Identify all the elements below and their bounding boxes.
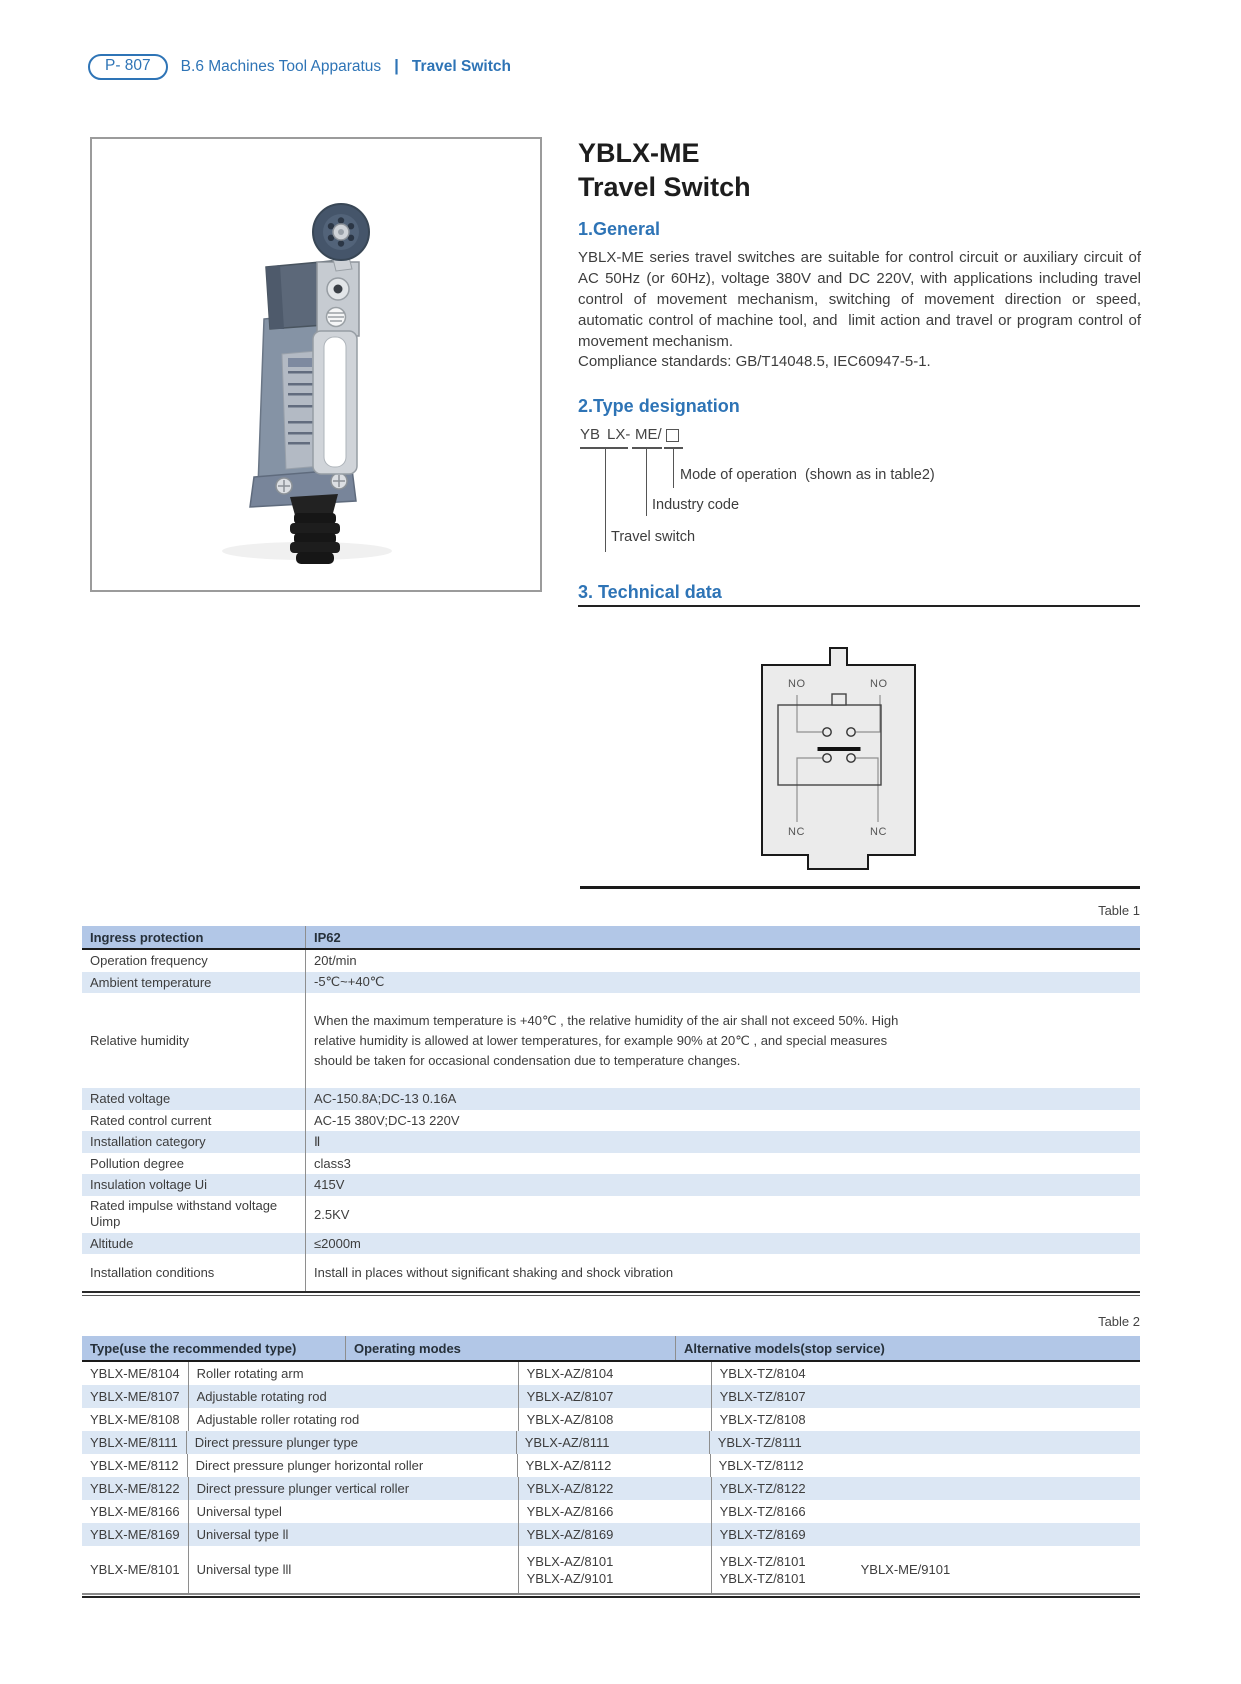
label-industry-code: Industry code — [652, 497, 740, 513]
value-cell: AC-15 380V;DC-13 220V — [305, 1110, 1140, 1132]
param-cell: Installation conditions — [90, 1265, 215, 1280]
az-model-stack — [527, 1553, 614, 1587]
param-text: Rated impulse withstand voltage Uimp — [90, 1198, 278, 1229]
actuator-tab — [832, 694, 846, 705]
mode-cell: Direct pressure plunger horizontal roller — [187, 1454, 517, 1477]
mode-cell: Universal type ll — [188, 1523, 518, 1546]
type-cell: YBLX-ME/8104 — [90, 1366, 180, 1381]
table-bottom-rule — [82, 1291, 1140, 1296]
param-cell: Altitude — [90, 1235, 134, 1251]
tz-cell — [711, 1546, 1140, 1593]
table-bottom-rule — [82, 1593, 1140, 1598]
az-cell — [518, 1546, 711, 1593]
mode-cell: Universal typel — [188, 1500, 518, 1523]
table-row — [82, 1174, 1140, 1196]
table-row — [82, 1088, 1140, 1110]
general-paragraph: YBLX-ME series travel switches are suitable for control circuit or auxiliary circuit of AC 50Hz (or 60Hz), voltage 380V and DC 220V, with applications including travel control of movement mechanism, switching of movement direction or speed, automatic control of machine tool, and limit action and travel or program control of movement mechanism. — [578, 249, 1146, 350]
az-cell: YBLX-AZ/8122 — [518, 1477, 711, 1500]
mode-cell: Direct pressure plunger vertical roller — [188, 1477, 518, 1500]
nc-contact — [847, 754, 855, 762]
product-title: Travel Switch — [578, 172, 751, 202]
value-cell: 20t/min — [305, 950, 1140, 972]
contact-bridge — [818, 747, 861, 751]
code-underline — [580, 447, 628, 449]
table-row — [82, 1431, 1140, 1454]
table-row — [82, 1254, 1140, 1291]
breadcrumb-section: B.6 Machines Tool Apparatus — [180, 58, 382, 75]
az-model-line: YBLX-AZ/9101 — [526, 1570, 614, 1586]
tz-cell: YBLX-TZ/8108 — [711, 1408, 1140, 1431]
param-cell: Pollution degree — [90, 1155, 184, 1171]
type-cell: YBLX-ME/8108 — [90, 1412, 180, 1427]
value-cell: AC-150.8A;DC-13 0.16A — [305, 1088, 1140, 1110]
designation-connector-line — [646, 448, 647, 516]
param-cell: Rated control current — [90, 1112, 212, 1128]
mode-cell: Adjustable rotating rod — [188, 1385, 518, 1408]
terminal-label-nc-left: NC — [788, 826, 805, 838]
value-cell: 415V — [305, 1174, 1140, 1196]
table-row — [82, 1110, 1140, 1132]
label-mode-of-operation: Mode of operation (shown as in table2) — [680, 467, 935, 483]
section-rule — [580, 886, 1140, 889]
az-cell: YBLX-AZ/8107 — [518, 1385, 711, 1408]
mode-cell: Roller rotating arm — [188, 1362, 518, 1385]
page-number-badge: P- 807 — [88, 54, 168, 80]
humidity-note: When the maximum temperature is +40℃ , the relative humidity of the air shall not exceed 50%. High relative humidity is allowed at lower temperatures, for example 90% at 20℃ , and special measures should be taken for occasional condensation due to temperature changes. — [314, 1012, 899, 1068]
tz-cell: YBLX-TZ/8166 — [711, 1500, 1140, 1523]
table-row — [82, 1153, 1140, 1175]
designation-connector-line — [673, 448, 674, 488]
value-cell: Ⅱ — [305, 1131, 1140, 1153]
az-cell: YBLX-AZ/8169 — [518, 1523, 711, 1546]
alternatives-header: Alternative models(stop service) — [675, 1336, 1140, 1360]
no-contact — [823, 728, 831, 736]
compliance-standards: Compliance standards: GB/T14048.5, IEC60947-5-1. — [578, 353, 931, 370]
type-cell: YBLX-ME/8111 — [90, 1435, 178, 1450]
table-row — [82, 1131, 1140, 1153]
param-cell: Insulation voltage Ui — [90, 1177, 208, 1193]
az-cell: YBLX-AZ/8112 — [517, 1454, 710, 1477]
type-cell: YBLX-ME/8101 — [90, 1562, 180, 1577]
model-title: YBLX-ME — [578, 138, 700, 168]
value-cell — [305, 993, 1140, 1088]
tz-cell: YBLX-TZ/8112 — [710, 1454, 1140, 1477]
param-cell: Operation frequency — [90, 953, 208, 969]
label-travel-switch: Travel switch — [611, 529, 696, 545]
designation-connector-line — [605, 448, 606, 552]
type-cell: YBLX-ME/8166 — [90, 1504, 180, 1519]
table-body — [82, 1362, 1140, 1593]
az-cell: YBLX-AZ/8108 — [518, 1408, 711, 1431]
param-cell: Relative humidity — [90, 1033, 189, 1048]
value-cell: -5℃~+40℃ — [305, 972, 1140, 994]
az-model-line: YBLX-AZ/8101 — [526, 1553, 614, 1569]
table-row — [82, 1546, 1140, 1593]
code-segment-me: ME/ — [635, 426, 662, 443]
type-header: Type(use the recommended type) — [90, 1340, 297, 1356]
no-contact — [847, 728, 855, 736]
tz-model-stack — [720, 1553, 806, 1587]
nc-contact — [823, 754, 831, 762]
table1-caption: Table 1 — [1098, 903, 1140, 918]
table-row — [82, 1454, 1140, 1477]
az-cell: YBLX-AZ/8104 — [518, 1362, 711, 1385]
table-row — [82, 1385, 1140, 1408]
contact-circuit-diagram — [755, 645, 925, 873]
mode-cell: Adjustable roller rotating rod — [188, 1408, 518, 1431]
technical-data-table — [82, 926, 1140, 1296]
switch-outline — [762, 648, 915, 869]
az-cell: YBLX-AZ/8166 — [518, 1500, 711, 1523]
table-row — [82, 1408, 1140, 1431]
table-header-row — [82, 926, 1140, 950]
tz-cell: YBLX-TZ/8169 — [711, 1523, 1140, 1546]
breadcrumb-divider: | — [394, 56, 399, 75]
section-heading-general: 1.General — [578, 219, 661, 239]
tz-cell: YBLX-TZ/8104 — [711, 1362, 1140, 1385]
table-row — [82, 1500, 1140, 1523]
param-cell — [82, 1196, 305, 1233]
param-cell: Ambient temperature — [90, 974, 212, 990]
mode-cell: Direct pressure plunger type — [186, 1431, 516, 1454]
table-row — [82, 1523, 1140, 1546]
table-row — [82, 1196, 1140, 1233]
table-row — [82, 950, 1140, 972]
value-cell: Install in places without significant shaking and shock vibration — [305, 1254, 1140, 1291]
extra-model: YBLX-ME/9101 — [860, 1562, 951, 1577]
section-rule — [578, 605, 1140, 607]
code-segment-lx: LX- — [607, 426, 631, 443]
param-header: Ingress protection — [90, 929, 204, 945]
value-cell: class3 — [305, 1153, 1140, 1175]
page-header — [88, 54, 511, 80]
tz-model-line: YBLX-TZ/8101 — [719, 1553, 806, 1569]
terminal-label-nc-right: NC — [870, 826, 887, 838]
section-heading-type-designation: 2.Type designation — [578, 396, 740, 416]
type-cell: YBLX-ME/8169 — [90, 1527, 180, 1542]
param-cell: Rated voltage — [90, 1091, 171, 1107]
type-cell: YBLX-ME/8107 — [90, 1389, 180, 1404]
breadcrumb-topic: Travel Switch — [411, 58, 511, 75]
table2-caption: Table 2 — [1098, 1314, 1140, 1329]
table-row — [82, 1477, 1140, 1500]
code-underline — [632, 447, 662, 449]
model-selection-table — [82, 1336, 1140, 1598]
tz-cell: YBLX-TZ/8111 — [709, 1431, 1140, 1454]
mode-cell: Universal type lll — [188, 1546, 518, 1593]
table-header-row — [82, 1336, 1140, 1362]
value-cell: ≤2000m — [305, 1233, 1140, 1255]
code-segment-yb: YB — [580, 426, 601, 443]
tz-cell: YBLX-TZ/8107 — [711, 1385, 1140, 1408]
tz-cell: YBLX-TZ/8122 — [711, 1477, 1140, 1500]
az-cell: YBLX-AZ/8111 — [516, 1431, 709, 1454]
tz-model-line: YBLX-TZ/8101 — [719, 1570, 806, 1586]
table-row — [82, 1362, 1140, 1385]
table-row — [82, 1233, 1140, 1255]
value-header: IP62 — [305, 926, 1140, 948]
type-cell: YBLX-ME/8122 — [90, 1481, 180, 1496]
param-cell: Installation category — [90, 1134, 206, 1150]
table-row — [82, 972, 1140, 994]
table-row — [82, 993, 1140, 1088]
product-photo — [92, 139, 540, 590]
terminal-label-no-left: NO — [788, 678, 806, 690]
type-cell: YBLX-ME/8112 — [90, 1458, 179, 1473]
modes-header: Operating modes — [345, 1336, 675, 1360]
value-cell: 2.5KV — [305, 1196, 1140, 1233]
section-heading-technical-data: 3. Technical data — [578, 582, 722, 602]
product-photo-frame — [90, 137, 542, 592]
terminal-label-no-right: NO — [870, 678, 888, 690]
table-body — [82, 950, 1140, 1291]
mode-placeholder-box — [666, 429, 679, 442]
